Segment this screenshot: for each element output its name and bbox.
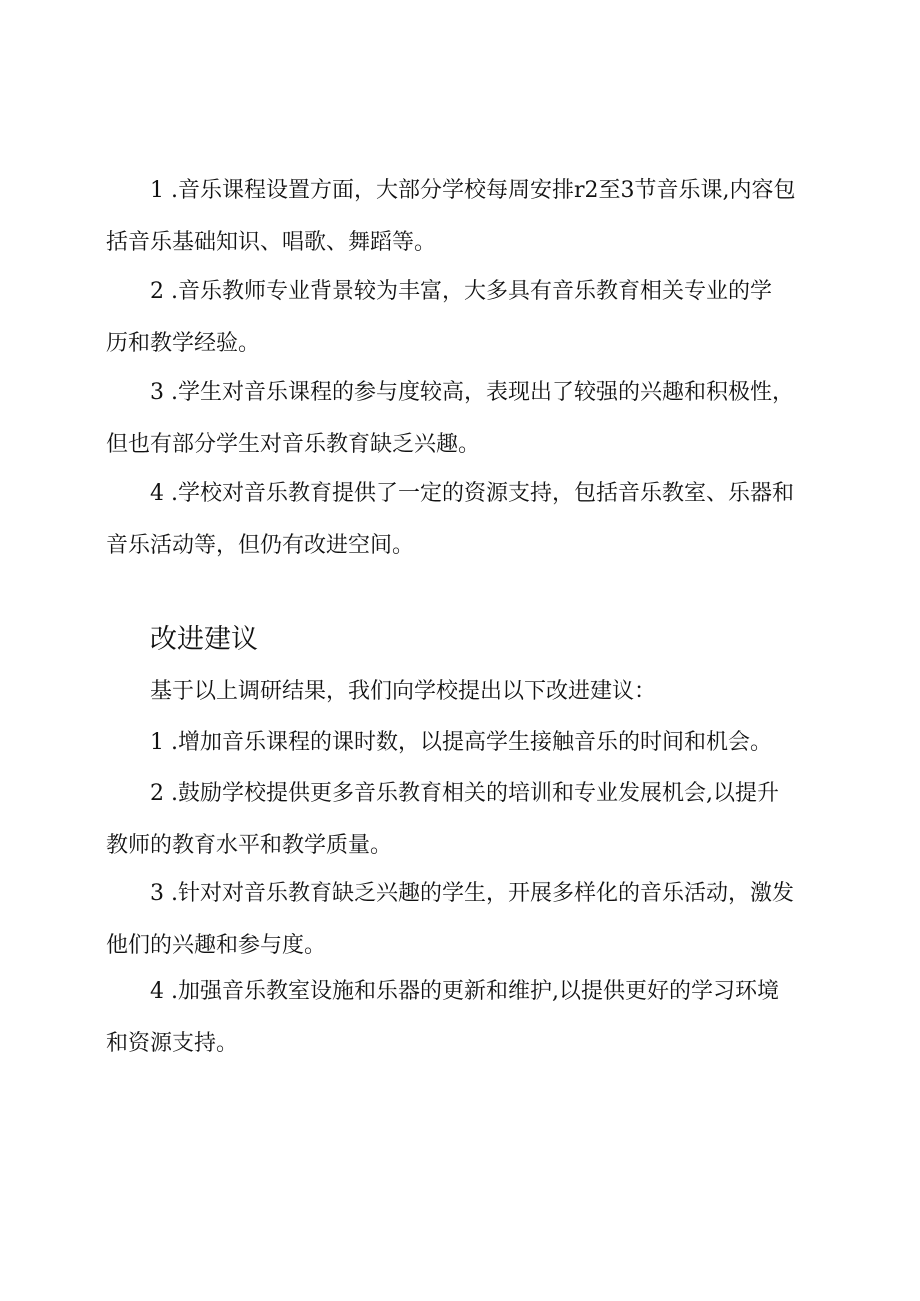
finding-2-line-2: 历和教学经验。 bbox=[106, 331, 261, 356]
section-heading: 改进建议 bbox=[150, 624, 258, 655]
suggestion-3-line-1: 3 .针对对音乐教育缺乏兴趣的学生，开展多样化的音乐活动，激发 bbox=[150, 881, 794, 906]
suggestions-intro: 基于以上调研结果，我们向学校提出以下改进建议： bbox=[150, 679, 657, 704]
suggestion-4 bbox=[106, 966, 830, 1070]
suggestion-1: 1 .增加音乐课程的课时数，以提高学生接触音乐的时间和机会。 bbox=[150, 730, 772, 755]
finding-4-line-1: 4 .学校对音乐教育提供了一定的资源支持，包括音乐教室、乐器和 bbox=[150, 481, 794, 506]
suggestion-2-line-1: 2 .鼓励学校提供更多音乐教育相关的培训和专业发展机会,以提升 bbox=[150, 781, 779, 806]
finding-2 bbox=[106, 266, 830, 370]
suggestion-3-line-2: 他们的兴趣和参与度。 bbox=[106, 933, 327, 958]
finding-4-line-2: 音乐活动等，但仍有改进空间。 bbox=[106, 533, 415, 558]
suggestion-4-line-1: 4 .加强音乐教室设施和乐器的更新和维护,以提供更好的学习环境 bbox=[150, 979, 779, 1004]
finding-3-line-2: 但也有部分学生对音乐教育缺乏兴趣。 bbox=[106, 432, 481, 457]
finding-1-line-2: 括音乐基础知识、唱歌、舞蹈等。 bbox=[106, 230, 437, 255]
suggestion-2 bbox=[106, 768, 830, 872]
finding-2-line-1: 2 .音乐教师专业背景较为丰富，大多具有音乐教育相关专业的学 bbox=[150, 279, 772, 304]
finding-1-line-1: 1 .音乐课程设置方面，大部分学校每周安排r2至3节音乐课,内容包 bbox=[150, 178, 796, 203]
finding-3-line-1: 3 .学生对音乐课程的参与度较高，表现出了较强的兴趣和积极性， bbox=[150, 380, 794, 405]
suggestion-2-line-2: 教师的教育水平和教学质量。 bbox=[106, 833, 393, 858]
finding-1 bbox=[106, 165, 830, 269]
finding-3 bbox=[106, 367, 830, 471]
suggestion-3 bbox=[106, 868, 830, 972]
finding-4 bbox=[106, 468, 830, 572]
suggestion-4-line-2: 和资源支持。 bbox=[106, 1031, 239, 1056]
